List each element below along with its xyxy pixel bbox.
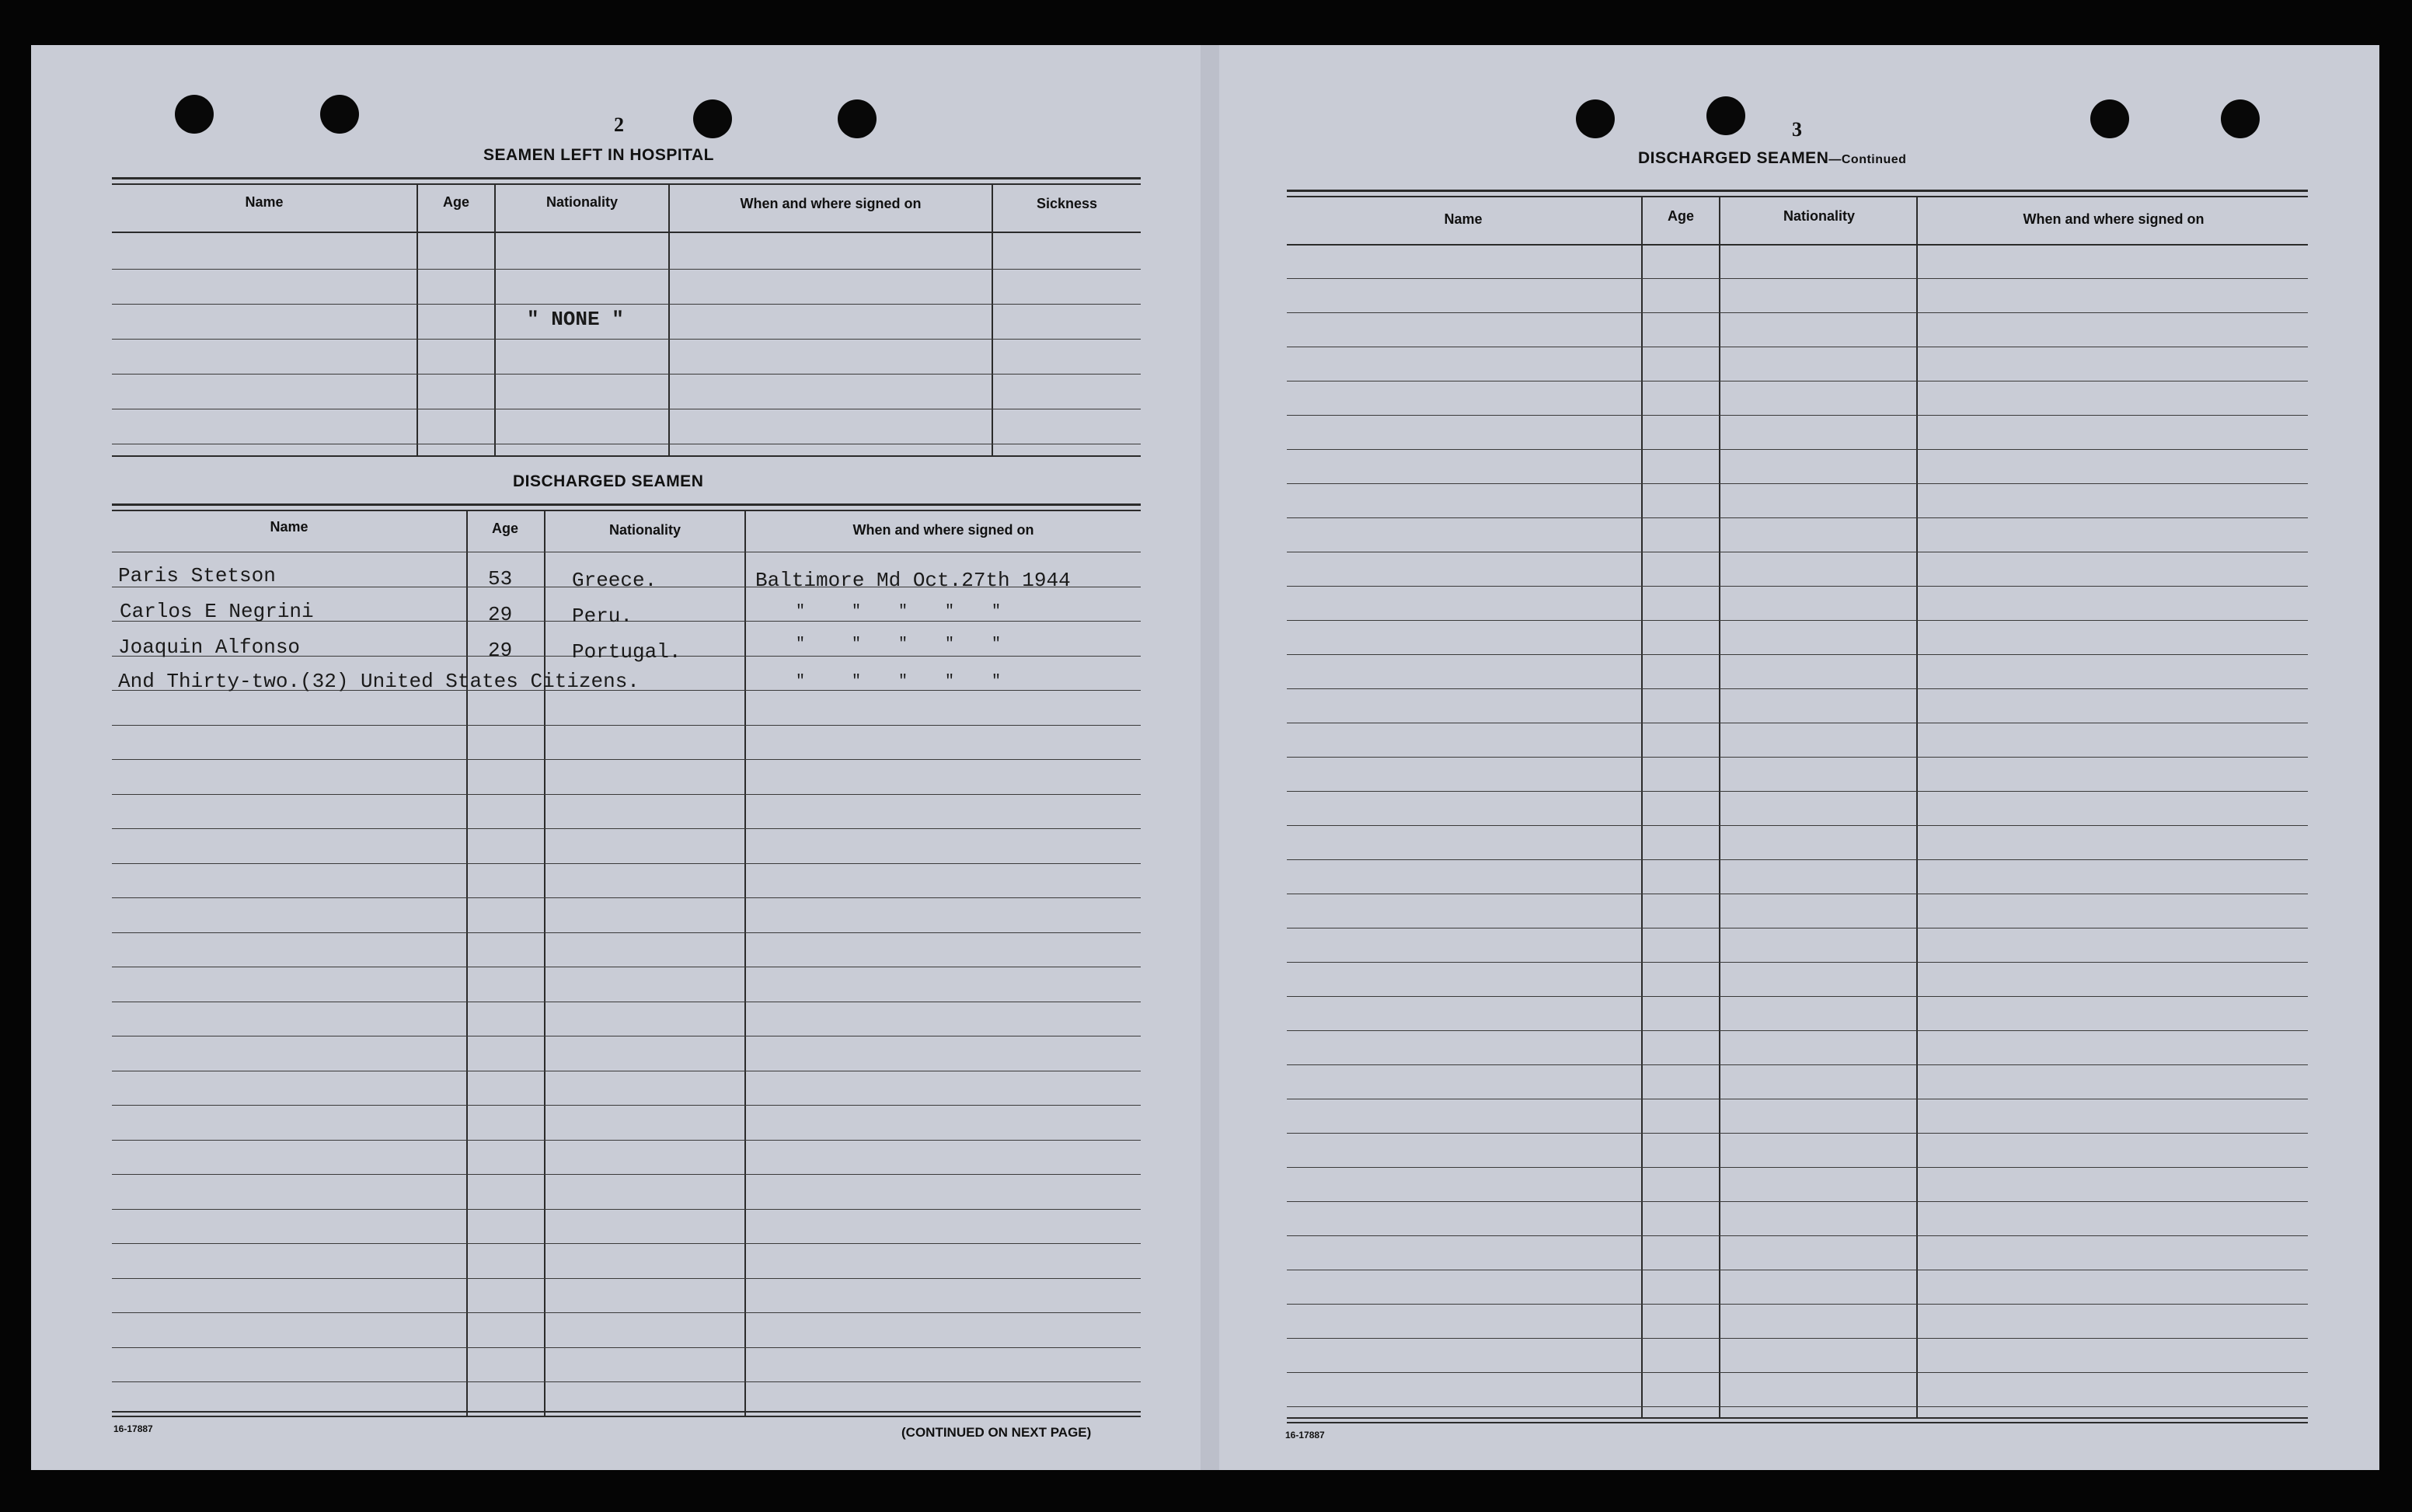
rule: [112, 177, 1141, 179]
right-header-nationality: Nationality: [1783, 208, 1855, 224]
ruled-line: [1287, 688, 2308, 689]
ruled-line: [112, 1243, 1141, 1244]
ruled-line: [112, 1347, 1141, 1348]
rule: [112, 183, 1141, 185]
ruled-line: [112, 1174, 1141, 1175]
continued-note: (CONTINUED ON NEXT PAGE): [901, 1425, 1092, 1440]
right-section-title: [1638, 149, 1906, 168]
hospital-header-sickness: Sickness: [1036, 196, 1098, 211]
ruled-line: [112, 897, 1141, 898]
binder-hole: [175, 95, 214, 134]
right-title-suffix: —Continued: [1828, 153, 1907, 166]
binder-hole: [838, 99, 877, 138]
ruled-line: [112, 304, 1141, 305]
rule: [1287, 244, 2308, 246]
ruled-line: [112, 339, 1141, 340]
page-number: 2: [614, 113, 624, 136]
ruled-line: [112, 1209, 1141, 1210]
form-number: 16-17887: [113, 1423, 153, 1434]
hospital-none-entry: " NONE ": [527, 308, 624, 331]
ruled-line: [1287, 483, 2308, 484]
citizens-signed: " " " " ": [796, 673, 1002, 691]
ruled-line: [1287, 449, 2308, 450]
hospital-header-age: Age: [442, 194, 469, 210]
ruled-line: [112, 1312, 1141, 1313]
ruled-line: [1287, 1201, 2308, 1202]
ruled-line: [112, 374, 1141, 375]
rule: [1287, 1422, 2308, 1423]
rule: [112, 510, 1141, 511]
form-number: 16-17887: [1285, 1430, 1325, 1441]
rule: [1287, 196, 2308, 197]
ruled-line: [1287, 312, 2308, 313]
hospital-header-name: Name: [245, 194, 284, 210]
column-divider: [417, 183, 418, 455]
rule: [112, 1416, 1141, 1417]
ruled-line: [1287, 586, 2308, 587]
ruled-line: [112, 1278, 1141, 1279]
seaman-nationality: Peru.: [572, 604, 633, 628]
binder-hole: [320, 95, 359, 134]
seaman-signed: " " " " ": [796, 636, 1002, 653]
discharged-header-age: Age: [491, 521, 518, 536]
seaman-signed: " " " " ": [796, 603, 1002, 621]
ruled-line: [1287, 791, 2308, 792]
column-divider: [744, 510, 746, 1416]
right-title-main: DISCHARGED SEAMEN: [1638, 149, 1829, 167]
ruled-line: [1287, 278, 2308, 279]
ruled-line: [1287, 1133, 2308, 1134]
rule: [112, 503, 1141, 506]
hospital-header-signed: When and where signed on: [740, 196, 922, 211]
seaman-name: Joaquin Alfonso: [118, 636, 301, 659]
ruled-line: [1287, 1338, 2308, 1339]
ruled-line: [1287, 1406, 2308, 1407]
ruled-line: [112, 932, 1141, 933]
rule: [1287, 1417, 2308, 1419]
discharged-header-nationality: Nationality: [608, 522, 681, 538]
rule: [112, 455, 1141, 457]
seaman-nationality: Greece.: [572, 569, 657, 592]
seaman-age: 53: [488, 567, 513, 591]
ruled-line: [1287, 1372, 2308, 1373]
discharged-header-signed: When and where signed on: [852, 522, 1034, 538]
rule: [1287, 190, 2308, 192]
column-divider: [668, 183, 670, 455]
hospital-header-nationality: Nationality: [545, 194, 618, 210]
ruled-line: [1287, 1167, 2308, 1168]
page-number: 3: [1792, 118, 1802, 141]
ruled-line: [1287, 1064, 2308, 1065]
right-header-signed: When and where signed on: [2023, 211, 2205, 227]
citizens-entry: And Thirty-two.(32) United States Citizens.: [118, 670, 640, 693]
seaman-name: Paris Stetson: [118, 564, 276, 587]
seaman-age: 29: [488, 603, 513, 626]
ruled-line: [1287, 620, 2308, 621]
page-fold: [1201, 45, 1219, 1470]
ruled-line: [112, 863, 1141, 864]
ruled-line: [1287, 1304, 2308, 1305]
binder-hole: [1576, 99, 1615, 138]
rule: [112, 232, 1141, 233]
ruled-line: [1287, 415, 2308, 416]
ruled-line: [112, 759, 1141, 760]
column-divider: [494, 183, 496, 455]
discharged-header-name: Name: [270, 519, 308, 535]
hospital-section-title: SEAMEN LEFT IN HOSPITAL: [483, 146, 714, 164]
right-header-name: Name: [1444, 211, 1483, 227]
ruled-line: [1287, 517, 2308, 518]
ruled-line: [1287, 859, 2308, 860]
ruled-line: [1287, 825, 2308, 826]
ruled-line: [112, 725, 1141, 726]
seaman-nationality: Portugal.: [572, 640, 681, 664]
ruled-line: [112, 1105, 1141, 1106]
ruled-line: [112, 1381, 1141, 1382]
binder-hole: [693, 99, 732, 138]
ruled-line: [1287, 757, 2308, 758]
ruled-line: [1287, 996, 2308, 997]
rule: [112, 1411, 1141, 1413]
column-divider: [544, 510, 545, 1416]
binder-hole: [2090, 99, 2129, 138]
ruled-line: [112, 269, 1141, 270]
column-divider: [466, 510, 468, 1416]
ruled-line: [1287, 654, 2308, 655]
seaman-signed: Baltimore Md Oct.27th 1944: [755, 569, 1071, 592]
seaman-age: 29: [488, 639, 513, 662]
ruled-line: [112, 1140, 1141, 1141]
ruled-line: [1287, 962, 2308, 963]
seaman-name: Carlos E Negrini: [120, 600, 314, 623]
binder-hole: [2221, 99, 2260, 138]
discharged-section-title: DISCHARGED SEAMEN: [513, 472, 704, 490]
column-divider: [992, 183, 993, 455]
ruled-line: [112, 794, 1141, 795]
right-header-age: Age: [1667, 208, 1694, 224]
ruled-line: [112, 828, 1141, 829]
binder-hole: [1706, 96, 1745, 135]
ruled-line: [1287, 1235, 2308, 1236]
ruled-line: [1287, 1030, 2308, 1031]
